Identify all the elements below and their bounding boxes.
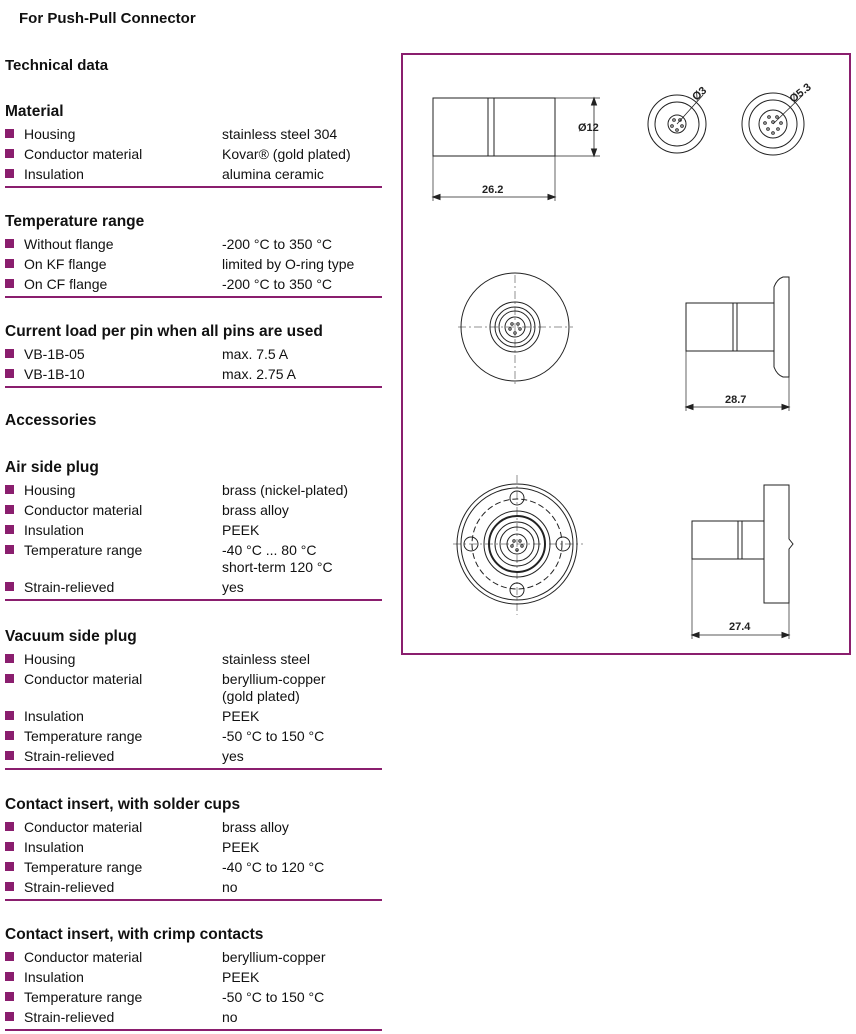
section-title: Temperature range — [5, 213, 145, 230]
bullet-icon — [5, 952, 14, 961]
spec-label: Housing — [24, 651, 76, 667]
bullet-icon — [5, 674, 14, 683]
section-title: Contact insert, with solder cups — [5, 796, 241, 813]
bullet-icon — [5, 972, 14, 981]
spec-value: max. 7.5 A — [222, 346, 289, 362]
spec-row — [5, 521, 382, 541]
spec-row — [5, 145, 382, 165]
spec-label: On CF flange — [24, 276, 108, 292]
bullet-icon — [5, 992, 14, 1001]
bullet-icon — [5, 169, 14, 178]
bullet-icon — [5, 349, 14, 358]
spec-row — [5, 481, 382, 501]
technical-drawing-panel — [401, 53, 851, 655]
spec-label: Housing — [24, 126, 76, 142]
spec-value: -40 °C to 120 °C — [222, 859, 325, 875]
spec-value: max. 2.75 A — [222, 366, 296, 382]
section-vacuum-side-plug — [5, 628, 382, 770]
spec-value — [222, 542, 333, 576]
spec-value: yes — [222, 579, 244, 595]
spec-row — [5, 235, 382, 255]
cf-flange-side-view — [692, 485, 793, 639]
spec-row — [5, 165, 382, 185]
section-divider — [5, 1029, 382, 1031]
spec-value-line: short-term 120 °C — [222, 559, 333, 575]
spec-label: VB-1B-10 — [24, 366, 85, 382]
bullet-icon — [5, 239, 14, 248]
spec-label: Temperature range — [24, 542, 143, 558]
spec-row — [5, 275, 382, 295]
dim-pin-circle-5: Ø3 — [690, 84, 710, 104]
bullet-icon — [5, 654, 14, 663]
bullet-icon — [5, 751, 14, 760]
spec-value-line: -40 °C ... 80 °C — [222, 542, 317, 558]
bullet-icon — [5, 485, 14, 494]
bullet-icon — [5, 822, 14, 831]
kf-flange-side-view — [686, 277, 789, 411]
section-title: Material — [5, 103, 64, 120]
spec-row — [5, 838, 382, 858]
spec-label: Insulation — [24, 522, 84, 538]
section-current-load — [5, 323, 382, 388]
section-title: Vacuum side plug — [5, 628, 137, 645]
spec-row — [5, 747, 382, 767]
bullet-icon — [5, 369, 14, 378]
spec-label: Strain-relieved — [24, 879, 115, 895]
spec-row — [5, 501, 382, 521]
spec-value: Kovar® (gold plated) — [222, 146, 351, 162]
spec-value: brass alloy — [222, 819, 289, 835]
spec-value: stainless steel 304 — [222, 126, 338, 142]
spec-row — [5, 707, 382, 727]
spec-label: Conductor material — [24, 819, 143, 835]
spec-label: Strain-relieved — [24, 748, 115, 764]
spec-value: beryllium-copper — [222, 949, 326, 965]
spec-value: PEEK — [222, 839, 260, 855]
spec-row — [5, 650, 382, 670]
spec-value: -50 °C to 150 °C — [222, 728, 325, 744]
spec-value: PEEK — [222, 708, 260, 724]
spec-value: alumina ceramic — [222, 166, 324, 182]
spec-value: brass alloy — [222, 502, 289, 518]
spec-value-line: beryllium-copper — [222, 671, 326, 687]
section-material — [5, 103, 382, 188]
spec-label: Conductor material — [24, 671, 143, 687]
spec-label: VB-1B-05 — [24, 346, 85, 362]
spec-row — [5, 727, 382, 747]
bullet-icon — [5, 882, 14, 891]
bullet-icon — [5, 525, 14, 534]
dim-pin-circle-10: Ø5.3 — [787, 81, 814, 106]
spec-row — [5, 968, 382, 988]
spec-value: limited by O-ring type — [222, 256, 355, 272]
spec-row — [5, 365, 382, 385]
spec-label: Temperature range — [24, 859, 143, 875]
bullet-icon — [5, 862, 14, 871]
dim-length-plain: 26.2 — [482, 184, 504, 196]
spec-label: Insulation — [24, 839, 84, 855]
spec-label: Strain-relieved — [24, 579, 115, 595]
section-title: Air side plug — [5, 459, 99, 476]
bullet-icon — [5, 545, 14, 554]
spec-row — [5, 541, 382, 578]
spec-row — [5, 858, 382, 878]
section-divider — [5, 296, 382, 298]
bullet-icon — [5, 711, 14, 720]
spec-label: Insulation — [24, 969, 84, 985]
bullet-icon — [5, 129, 14, 138]
bullet-icon — [5, 582, 14, 591]
spec-value: stainless steel — [222, 651, 310, 667]
spec-value: PEEK — [222, 522, 260, 538]
bullet-icon — [5, 505, 14, 514]
spec-value: yes — [222, 748, 244, 764]
section-divider — [5, 186, 382, 188]
section-divider — [5, 386, 382, 388]
section-divider — [5, 768, 382, 770]
section-title: Contact insert, with crimp contacts — [5, 926, 264, 943]
page-title: For Push-Pull Connector — [19, 10, 196, 27]
section-title: Current load per pin when all pins are used — [5, 323, 323, 340]
section-contact-insert-crimp — [5, 926, 382, 1031]
spec-row — [5, 878, 382, 898]
spec-value — [222, 671, 325, 705]
section-divider — [5, 599, 382, 601]
spec-value: brass (nickel-plated) — [222, 482, 349, 498]
spec-row — [5, 345, 382, 365]
bullet-icon — [5, 149, 14, 158]
spec-value: no — [222, 1009, 238, 1025]
section-temperature-range — [5, 213, 382, 298]
spec-label: On KF flange — [24, 256, 107, 272]
spec-label: Strain-relieved — [24, 1009, 115, 1025]
section-divider — [5, 899, 382, 901]
spec-label: Insulation — [24, 166, 84, 182]
spec-label: Housing — [24, 482, 76, 498]
dim-diameter: Ø12 — [578, 122, 599, 134]
spec-value: -50 °C to 150 °C — [222, 989, 325, 1005]
cf-flange-front-view — [453, 475, 583, 615]
spec-value: -200 °C to 350 °C — [222, 236, 333, 252]
dim-length-kf: 28.7 — [725, 394, 747, 406]
bullet-icon — [5, 1012, 14, 1021]
spec-row — [5, 255, 382, 275]
spec-label: Conductor material — [24, 146, 143, 162]
spec-row — [5, 1008, 382, 1028]
spec-row — [5, 948, 382, 968]
spec-row — [5, 125, 382, 145]
spec-label: Conductor material — [24, 949, 143, 965]
spec-row — [5, 670, 382, 707]
section-contact-insert-solder — [5, 796, 382, 901]
spec-label: Insulation — [24, 708, 84, 724]
spec-label: Temperature range — [24, 989, 143, 1005]
spec-label: Without flange — [24, 236, 114, 252]
bullet-icon — [5, 731, 14, 740]
bullet-icon — [5, 842, 14, 851]
connector-side-view — [433, 98, 600, 201]
spec-row — [5, 578, 382, 598]
spec-row — [5, 818, 382, 838]
spec-label: Temperature range — [24, 728, 143, 744]
spec-label: Conductor material — [24, 502, 143, 518]
kf-flange-front-view — [458, 273, 573, 385]
spec-value: no — [222, 879, 238, 895]
dim-length-cf: 27.4 — [729, 621, 751, 633]
technical-drawing — [403, 55, 853, 657]
spec-value: PEEK — [222, 969, 260, 985]
spec-row — [5, 988, 382, 1008]
technical-data-heading: Technical data — [5, 57, 109, 74]
accessories-heading: Accessories — [5, 412, 97, 429]
bullet-icon — [5, 259, 14, 268]
spec-value: -200 °C to 350 °C — [222, 276, 333, 292]
bullet-icon — [5, 279, 14, 288]
spec-value-line: (gold plated) — [222, 688, 300, 704]
section-air-side-plug — [5, 459, 382, 601]
